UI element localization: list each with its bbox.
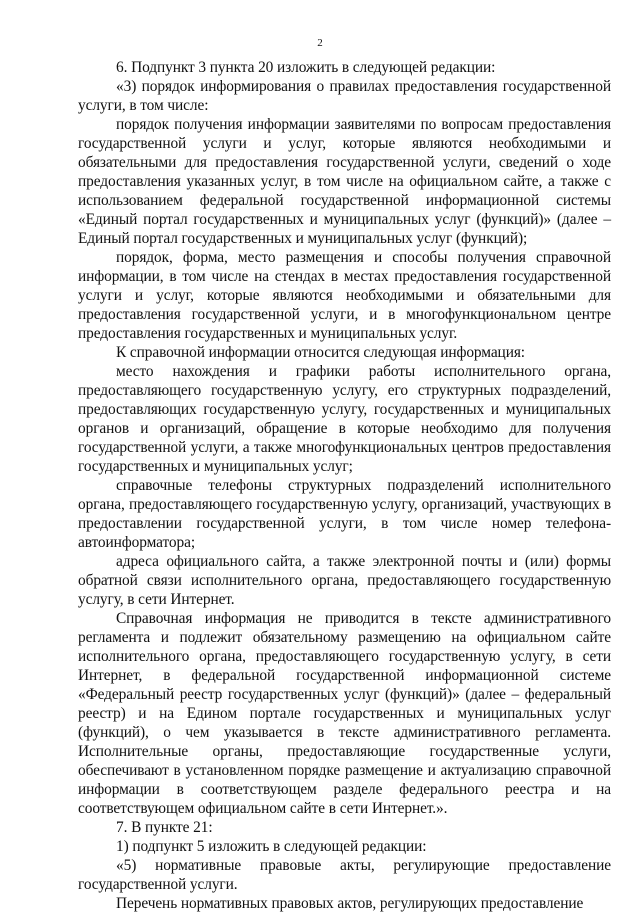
paragraph-subitem-3: «3) порядок информирования о правилах предоставления государственной услуги, в том числе: [78,78,611,114]
paragraph-reference-info-method: порядок, форма, место размещения и способы получения справочной информации, в том числе на стендах в местах предоставления государственной услуги и услуг, которые являются необходимыми и обязательными для предоставления государственной услуги, и в многофункциональном центре предоставления государственных и муниципальных услуг. [78,249,611,342]
page-number: 2 [317,37,323,49]
paragraph-reference-placement: Справочная информация не приводится в тексте административного регламента и подлежит обязательному размещению на официальном сайте исполнительного органа, предоставляющего государственную услугу, в сети Интернет, в федеральной государственной информационной системе «Федеральный реестр государственных услуг (функций)» (далее – федеральный реестр) и на Едином портале государственных и муниципальных услуг (функций), о чем указывается в тексте административного регламента. Исполнительные органы, предоставляющие государственные услуги, обеспечивают в установленном порядке размещение и актуализацию справочной информации в соответствующем разделе федерального реестра и на соответствующем официальном сайте в сети Интернет.». [78,610,611,817]
paragraph-item-6: 6. Подпункт 3 пункта 20 изложить в следующей редакции: [116,59,496,76]
paragraph-normative-acts: «5) нормативные правовые акты, регулирующие предоставление государственной услуги. [78,857,611,893]
paragraph-addresses: адреса официального сайта, а также электронной почты и (или) формы обратной связи исполнительного органа, предоставляющего государственную услугу, в сети Интернет. [78,553,611,608]
paragraph-phones: справочные телефоны структурных подразделений исполнительного органа, предоставляющего государственную услугу, организаций, участвующих в предоставлении государственной услуги, в том числе номер телефона-автоинформатора; [78,477,611,551]
paragraph-info-order: порядок получения информации заявителями по вопросам предоставления государственной услуги и услуг, которые являются необходимыми и обязательными для предоставления государственной услуги, сведений о ходе предоставления указанных услуг, в том числе на официальном сайте, а также с использованием федеральной государственной информационной системы «Единый портал государственных и муниципальных услуг (функций)» (далее – Единый портал государственных и муниципальных услуг (функций); [78,116,611,247]
document-body [78,58,611,913]
paragraph-location-schedule: место нахождения и графики работы исполнительного органа, предоставляющего государственную услугу, его структурных подразделений, предоставляющих государственную услугу, государственных и муниципальных органов и организаций, обращение в которые необходимо для получения государственной услуги, а также многофункциональных центров предоставления государственных и муниципальных услуг; [78,363,611,475]
paragraph-item-7: 7. В пункте 21: [116,819,213,836]
paragraph-normative-acts-list: Перечень нормативных правовых актов, регулирующих предоставление [116,895,584,912]
paragraph-reference-info-list-intro: К справочной информации относится следующая информация: [116,344,525,361]
paragraph-subitem-5-edit: 1) подпункт 5 изложить в следующей редакции: [116,838,427,855]
